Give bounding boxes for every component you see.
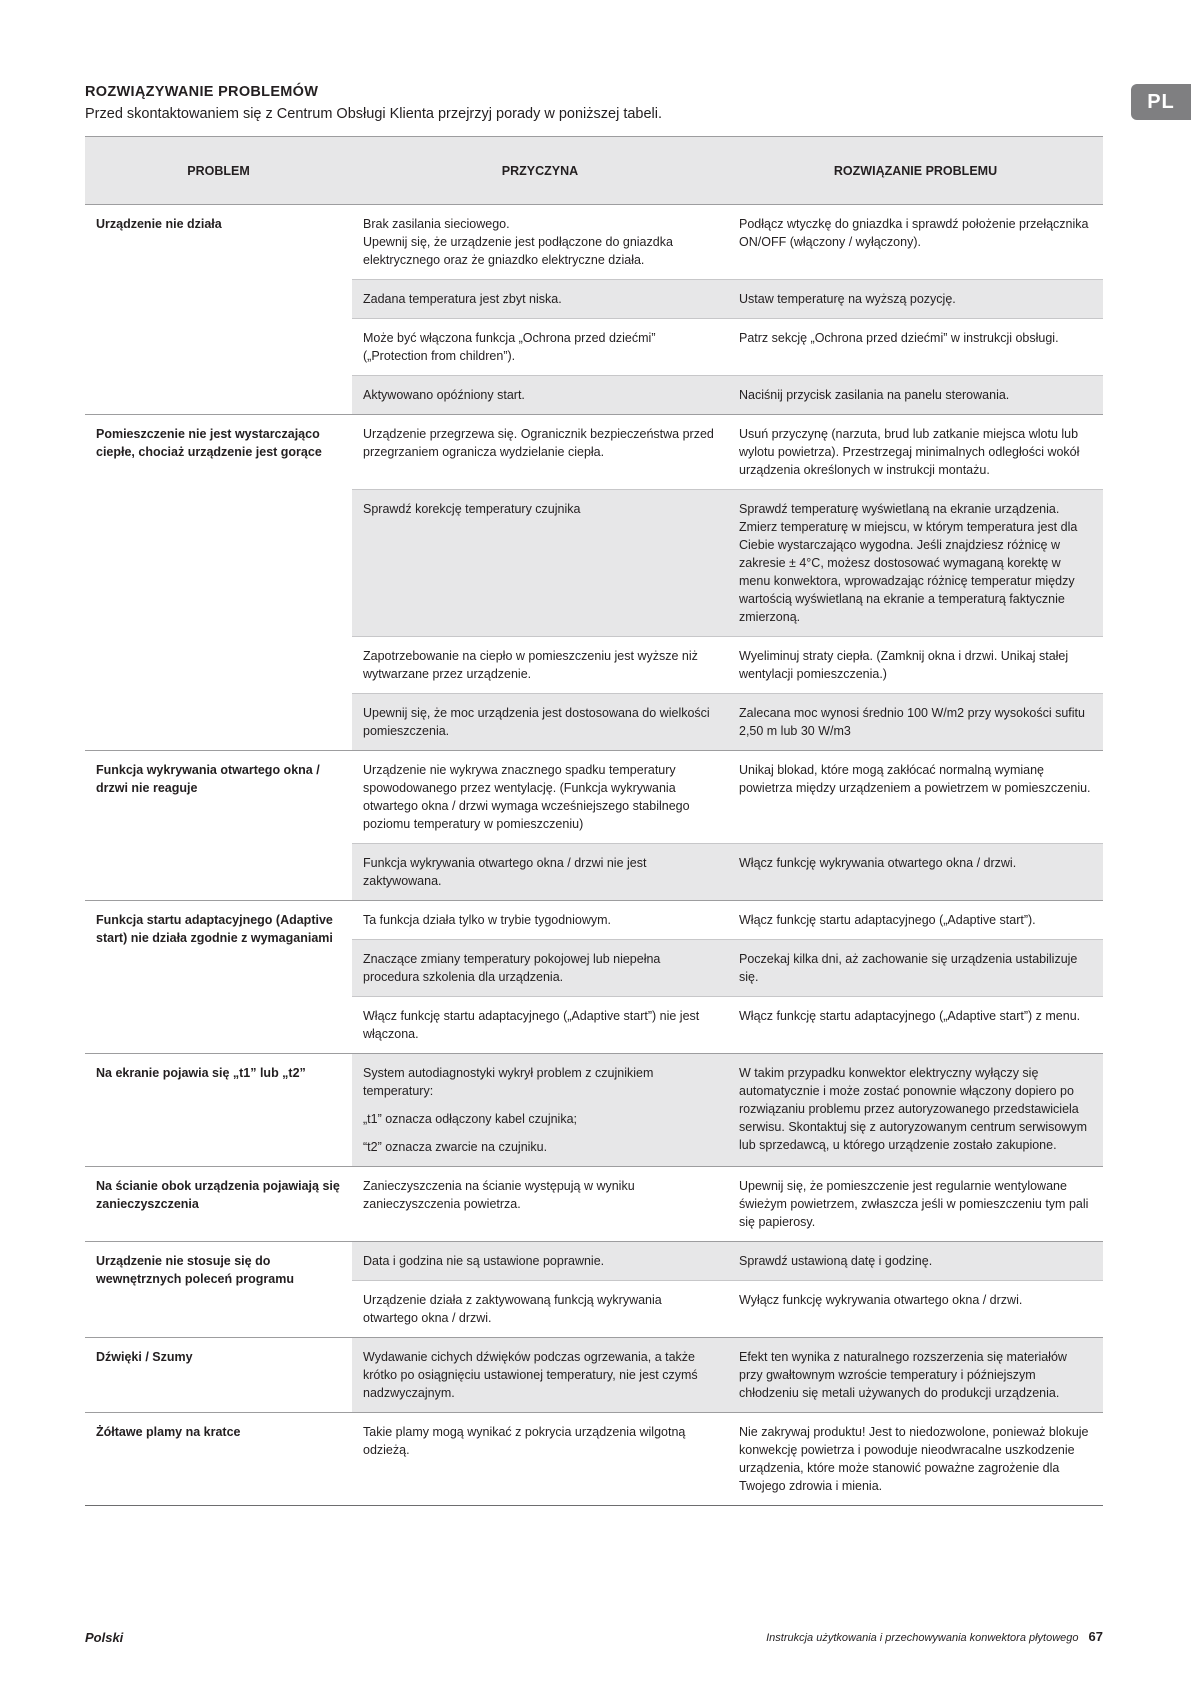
solution-cell: Usuń przyczynę (narzuta, brud lub zatkanie miejsca wlotu lub wylotu powietrza). Przestrzegaj minimalnych odległości wokół urządzenia określonych w instrukcji montażu. [728, 415, 1103, 490]
cause-text: Urządzenie przegrzewa się. Ogranicznik bezpieczeństwa przed przegrzaniem ogranicza wydzielanie ciepła. [363, 427, 714, 459]
cause-text: Brak zasilania sieciowego. Upewnij się, że urządzenie jest podłączone do gniazdka elektrycznego oraz że gniazdko elektryczne działa. [363, 217, 673, 267]
solution-cell: Podłącz wtyczkę do gniazdka i sprawdź położenie przełącznika ON/OFF (włączony / wyłączony). [728, 205, 1103, 280]
section-heading: ROZWIĄZYWANIE PROBLEMÓW [85, 84, 319, 100]
table-row [85, 1054, 1103, 1167]
cause-cell [352, 1413, 728, 1506]
cause-cell [352, 997, 728, 1054]
cause-text: Może być włączona funkcja „Ochrona przed dziećmi” („Protection from children”). [363, 331, 656, 363]
cause-text: Upewnij się, że moc urządzenia jest dostosowana do wielkości pomieszczenia. [363, 706, 710, 738]
page-number: 67 [1088, 1629, 1103, 1644]
cause-text: Sprawdź korekcję temperatury czujnika [363, 502, 581, 516]
problem-cell: Na ścianie obok urządzenia pojawiają się zanieczyszczenia [85, 1167, 352, 1242]
cause-cell [352, 376, 728, 415]
footer-language: Polski [85, 1630, 124, 1645]
table-row [85, 1338, 1103, 1413]
cause-cell [352, 1167, 728, 1242]
footer-document-title: Instrukcja użytkowania i przechowywania konwektora płytowego [766, 1632, 1079, 1644]
cause-text: Urządzenie nie wykrywa znacznego spadku temperatury spowodowanego przez wentylację. (Funkcja wykrywania otwartego okna / drzwi wymaga wcześniejszego stabilnego poziomu temperatury w pomieszczeniu) [363, 763, 690, 831]
table-body [85, 205, 1103, 1506]
problem-cell: Na ekranie pojawia się „t1” lub „t2” [85, 1054, 352, 1167]
table-row [85, 1242, 1103, 1281]
solution-cell: Upewnij się, że pomieszczenie jest regularnie wentylowane świeżym powietrzem, zwłaszcza jeśli w pomieszczeniu tym pali się papierosy. [728, 1167, 1103, 1242]
problem-cell: Dźwięki / Szumy [85, 1338, 352, 1413]
language-tab: PL [1131, 84, 1191, 120]
solution-cell: Zalecana moc wynosi średnio 100 W/m2 przy wysokości sufitu 2,50 m lub 30 W/m3 [728, 694, 1103, 751]
solution-cell: Efekt ten wynika z naturalnego rozszerzenia się materiałów przy gwałtownym wzroście temperatury i późniejszym chłodzeniu się metali używanych do produkcji urządzenia. [728, 1338, 1103, 1413]
cause-text: Urządzenie działa z zaktywowaną funkcją wykrywania otwartego okna / drzwi. [363, 1293, 662, 1325]
header-solution: ROZWIĄZANIE PROBLEMU [728, 137, 1103, 205]
intro-text: Przed skontaktowaniem się z Centrum Obsługi Klienta przejrzyj porady w poniższej tabeli. [85, 106, 663, 122]
troubleshooting-table [85, 136, 1103, 1506]
problem-cell: Urządzenie nie stosuje się do wewnętrznych poleceń programu [85, 1242, 352, 1338]
table-row [85, 205, 1103, 280]
solution-cell: Naciśnij przycisk zasilania na panelu sterowania. [728, 376, 1103, 415]
solution-cell: Włącz funkcję startu adaptacyjnego („Adaptive start”). [728, 901, 1103, 940]
problem-cell: Funkcja wykrywania otwartego okna / drzwi nie reaguje [85, 751, 352, 901]
cause-text: System autodiagnostyki wykrył problem z czujnikiem temperatury: [363, 1066, 654, 1098]
solution-cell: Poczekaj kilka dni, aż zachowanie się urządzenia ustabilizuje się. [728, 940, 1103, 997]
solution-cell: Wyłącz funkcję wykrywania otwartego okna / drzwi. [728, 1281, 1103, 1338]
problem-cell: Żółtawe plamy na kratce [85, 1413, 352, 1506]
cause-text: Znaczące zmiany temperatury pokojowej lub niepełna procedura szkolenia dla urządzenia. [363, 952, 661, 984]
solution-cell: W takim przypadku konwektor elektryczny wyłączy się automatycznie i może zostać ponownie włączony dopiero po rozwiązaniu problemu przez autoryzowanego przedstawiciela serwisu. Skontaktuj się z autoryzowanym centrum serwisowym lub sprzedawcą, u którego urządzenie zostało zakupione. [728, 1054, 1103, 1167]
cause-text: Zanieczyszczenia na ścianie występują w wyniku zanieczyszczenia powietrza. [363, 1179, 635, 1211]
problem-cell: Urządzenie nie działa [85, 205, 352, 415]
cause-text: Zapotrzebowanie na ciepło w pomieszczeniu jest wyższe niż wytwarzane przez urządzenie. [363, 649, 698, 681]
solution-cell: Sprawdź ustawioną datę i godzinę. [728, 1242, 1103, 1281]
solution-cell: Ustaw temperaturę na wyższą pozycję. [728, 280, 1103, 319]
table-row [85, 415, 1103, 490]
cause-text: Włącz funkcję startu adaptacyjnego („Adaptive start”) nie jest włączona. [363, 1009, 700, 1041]
cause-text: Zadana temperatura jest zbyt niska. [363, 292, 562, 306]
table-row [85, 901, 1103, 940]
cause-text: Takie plamy mogą wynikać z pokrycia urządzenia wilgotną odzieżą. [363, 1425, 686, 1457]
cause-cell [352, 415, 728, 490]
cause-cell [352, 637, 728, 694]
footer-right [766, 1629, 1103, 1644]
cause-text: „t1” oznacza odłączony kabel czujnika; [363, 1112, 578, 1126]
cause-cell [352, 1338, 728, 1413]
cause-cell [352, 280, 728, 319]
cause-cell [352, 1054, 728, 1167]
cause-text: Aktywowano opóźniony start. [363, 388, 525, 402]
cause-cell [352, 490, 728, 637]
table-row [85, 751, 1103, 844]
solution-cell: Wyeliminuj straty ciepła. (Zamknij okna i drzwi. Unikaj stałej wentylacji pomieszczenia.) [728, 637, 1103, 694]
problem-cell: Pomieszczenie nie jest wystarczająco ciepłe, chociaż urządzenie jest gorące [85, 415, 352, 751]
cause-cell [352, 694, 728, 751]
cause-cell [352, 319, 728, 376]
cause-text: Wydawanie cichych dźwięków podczas ogrzewania, a także krótko po osiągnięciu ustawionej temperatury, nie jest czymś nadzwyczajnym. [363, 1350, 698, 1400]
cause-text: Ta funkcja działa tylko w trybie tygodniowym. [363, 913, 612, 927]
table-row [85, 1413, 1103, 1506]
cause-cell [352, 901, 728, 940]
cause-text: “t2” oznacza zwarcie na czujniku. [363, 1140, 548, 1154]
solution-cell: Sprawdź temperaturę wyświetlaną na ekranie urządzenia. Zmierz temperaturę w miejscu, w którym temperatura jest dla Ciebie wystarczająco wygodna. Jeśli znajdziesz różnicę w zakresie ± 4°C, możesz dostosować wymaganą korektę w menu konwektora, wprowadzając różnicę temperatur między wartością wyświetlaną na ekranie a temperaturą faktycznie zmierzoną. [728, 490, 1103, 637]
cause-cell [352, 205, 728, 280]
cause-text: Funkcja wykrywania otwartego okna / drzwi nie jest zaktywowana. [363, 856, 647, 888]
cause-text: Data i godzina nie są ustawione poprawnie. [363, 1254, 605, 1268]
solution-cell: Włącz funkcję wykrywania otwartego okna / drzwi. [728, 844, 1103, 901]
cause-cell [352, 751, 728, 844]
problem-cell: Funkcja startu adaptacyjnego (Adaptive start) nie działa zgodnie z wymaganiami [85, 901, 352, 1054]
cause-cell [352, 940, 728, 997]
cause-cell [352, 844, 728, 901]
cause-cell [352, 1281, 728, 1338]
solution-cell: Unikaj blokad, które mogą zakłócać normalną wymianę powietrza między urządzeniem a powietrzem w pomieszczeniu. [728, 751, 1103, 844]
solution-cell: Włącz funkcję startu adaptacyjnego („Adaptive start”) z menu. [728, 997, 1103, 1054]
table-header-row [85, 137, 1103, 205]
header-problem: PROBLEM [85, 137, 352, 205]
header-cause: PRZYCZYNA [352, 137, 728, 205]
cause-cell [352, 1242, 728, 1281]
solution-cell: Nie zakrywaj produktu! Jest to niedozwolone, ponieważ blokuje konwekcję powietrza i powoduje nieodwracalne uszkodzenie urządzenia, które może stanowić poważne zagrożenie dla Twojego zdrowia i mienia. [728, 1413, 1103, 1506]
table-row [85, 1167, 1103, 1242]
solution-cell: Patrz sekcję „Ochrona przed dziećmi” w instrukcji obsługi. [728, 319, 1103, 376]
